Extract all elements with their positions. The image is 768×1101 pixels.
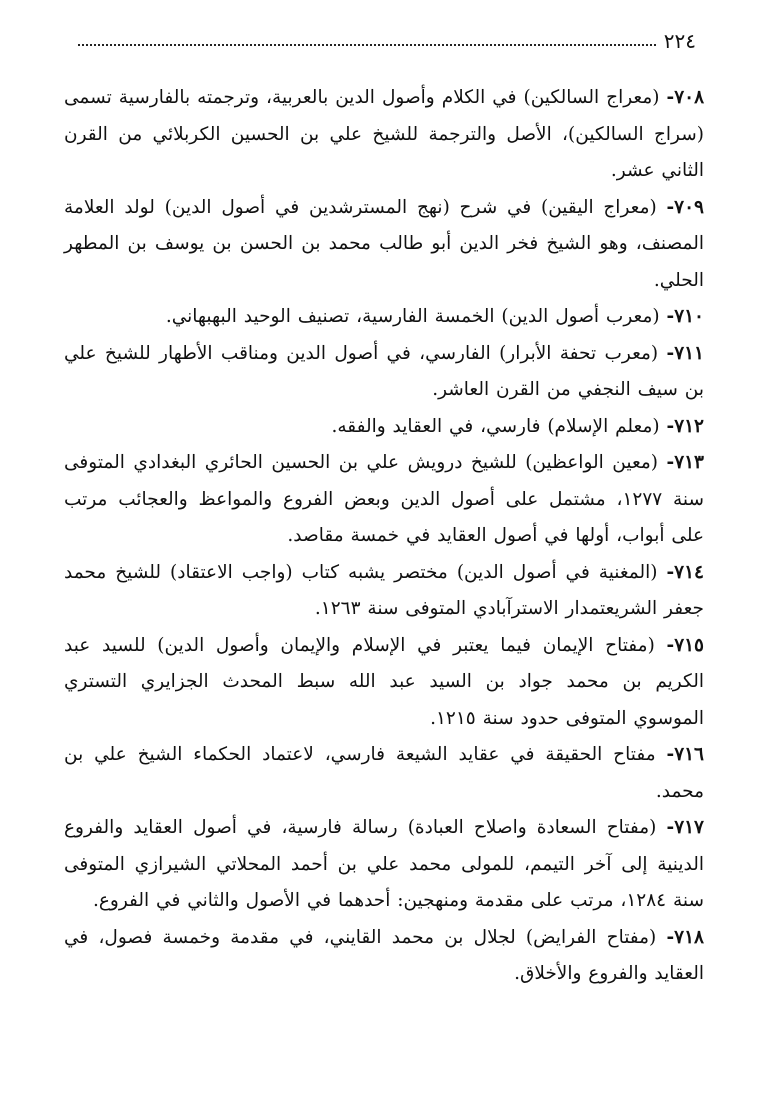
entry-717 xyxy=(64,810,704,920)
entry-number: ٧٠٨- xyxy=(666,87,705,108)
entry-number: ٧١٦- xyxy=(666,744,704,765)
entry-714 xyxy=(64,555,704,628)
entry-number: ٧١٨- xyxy=(666,926,704,948)
entry-718 xyxy=(64,920,704,993)
entry-708 xyxy=(64,80,704,190)
entry-text: (معراج اليقين) في شرح (نهج المسترشدين في أصول الدين) لولد العلامة المصنف، وهو الشيخ فخر الدين أبو طالب محمد بن الحسن بن يوسف بن المطهر الحلي. xyxy=(64,196,704,291)
entry-number: ٧١٠- xyxy=(666,306,704,327)
entry-716 xyxy=(64,737,704,810)
entry-number: ٧١٢- xyxy=(666,415,704,437)
entry-text: (معين الواعظين) للشيخ درويش علي بن الحسين الحائري البغدادي المتوفى سنة ١٢٧٧، مشتمل على أصول الدين وبعض الفروع والمواعظ والعجائب مرتب على أبواب، أولها في أصول العقايد في خمسة مقاصد. xyxy=(64,452,704,546)
page-header xyxy=(78,26,696,56)
entry-text: (مفتاح الفرايض) لجلال بن محمد القايني، في مقدمة وخمسة فصول، في العقايد والفروع والأخلاق. xyxy=(64,926,704,984)
entry-list xyxy=(64,80,704,993)
entry-text: (مفتاح السعادة واصلاح العبادة) رسالة فارسية، في أصول العقايد والفروع الدينية إلى آخر التيمم، للمولى محمد علي بن أحمد المحلاتي الشيرازي المتوفى سنة ١٢٨٤، مرتب على مقدمة ومنهجين: أحدهما في الأصول والثاني في الفروع. xyxy=(64,817,704,911)
entry-number: ٧١٣- xyxy=(666,452,704,473)
entry-text: (معرب أصول الدين) الخمسة الفارسية، تصنيف الوحيد البهبهاني. xyxy=(165,306,660,327)
entry-712 xyxy=(64,409,704,446)
header-dotted-rule xyxy=(78,44,656,46)
entry-709 xyxy=(64,190,704,300)
entry-number: ٧١٤- xyxy=(666,561,704,583)
entry-text: (معرب تحفة الأبرار) الفارسي، في أصول الدين ومناقب الأطهار للشيخ علي بن سيف النجفي من القرن العاشر. xyxy=(64,342,704,400)
entry-number: ٧١٥- xyxy=(666,634,704,656)
entry-number: ٧٠٩- xyxy=(666,196,704,218)
entry-text: مفتاح الحقيقة في عقايد الشيعة فارسي، لاعتماد الحكماء الشيخ علي بن محمد. xyxy=(64,744,704,802)
entry-710 xyxy=(64,299,704,336)
entry-text: (مفتاح الإيمان فيما يعتبر في الإسلام والإيمان وأصول الدين) للسيد عبد الكريم بن محمد جواد بن السيد عبد الله سبط المحدث الجزايري التستري الموسوي المتوفى حدود سنة ١٢١٥. xyxy=(64,634,704,729)
entry-text: (معلم الإسلام) فارسي، في العقايد والفقه. xyxy=(331,415,660,437)
entry-text: (معراج السالكين) في الكلام وأصول الدين بالعربية، وترجمته بالفارسية تسمى (سراج السالكين)، الأصل والترجمة للشيخ علي بن الحسين الكربلائي من القرن الثاني عشر. xyxy=(64,87,704,181)
entry-715 xyxy=(64,628,704,738)
page-number: ٢٢٤ xyxy=(663,29,696,53)
entry-713 xyxy=(64,445,704,555)
entry-number: ٧١٧- xyxy=(666,817,704,838)
entry-text: (المغنية في أصول الدين) مختصر يشبه كتاب (واجب الاعتقاد) للشيخ محمد جعفر الشريعتمدار الاسترآبادي المتوفى سنة ١٢٦٣. xyxy=(64,561,704,619)
entry-711 xyxy=(64,336,704,409)
entry-number: ٧١١- xyxy=(666,342,704,364)
